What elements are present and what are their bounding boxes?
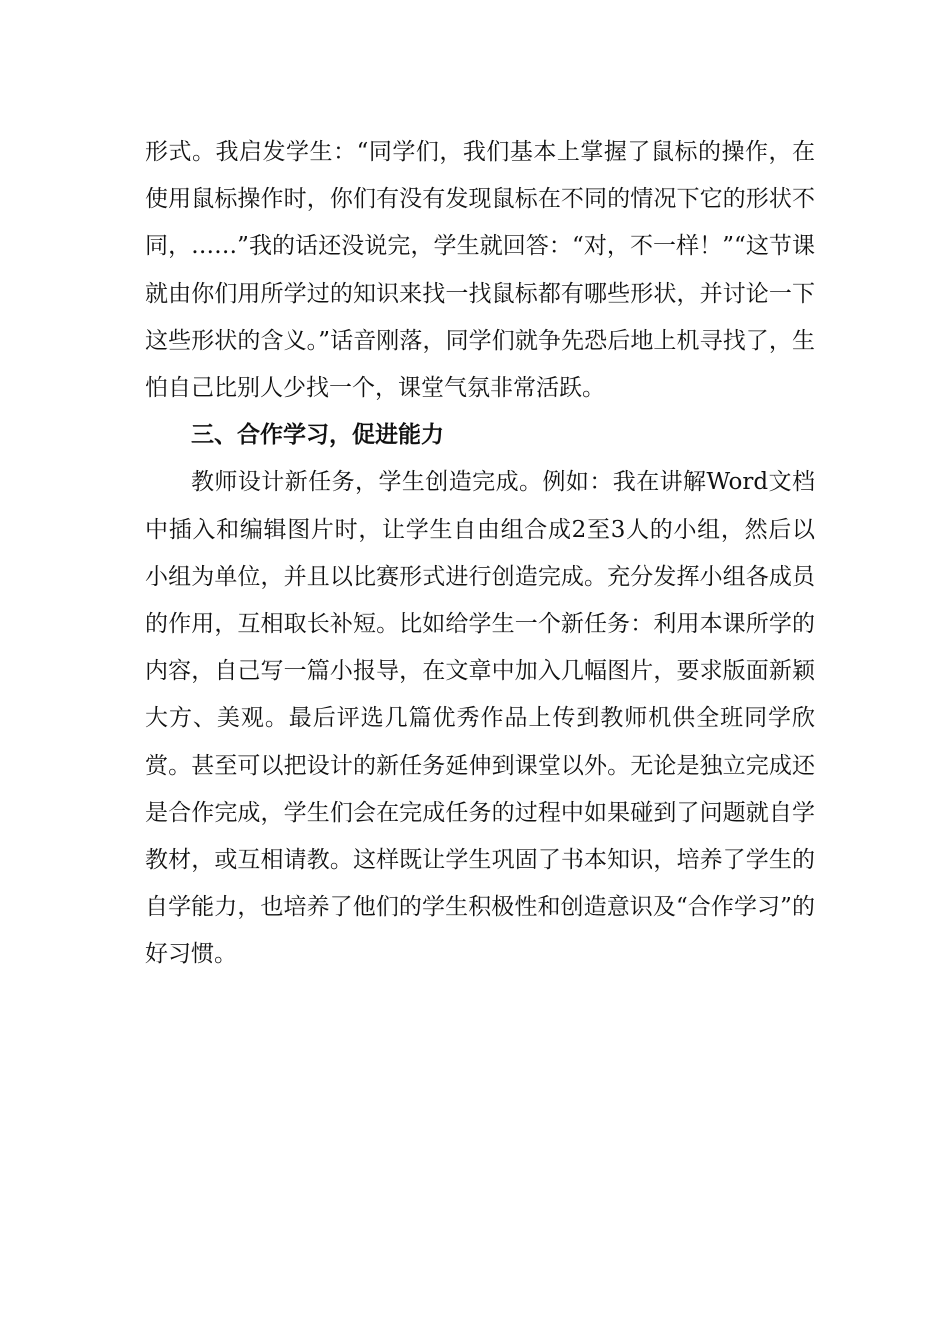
section-heading: 三、合作学习，促进能力	[191, 422, 444, 449]
paragraph-continuation: 形式。我启发学生：“同学们，我们基本上掌握了鼠标的操作，在使用鼠标操作时，你们有没有发现鼠标在不同的情况下它的形状不同，……”我的话还没说完，学生就回答：“对，不一样！”“这节课就由你们用所学过的知识来找一找鼠标都有哪些形状，并讨论一下这些形状的含义。”话音刚落，同学们就争先恐后地上机寻找了，生怕自己比别人少找一个，课堂气氛非常活跃。	[145, 139, 815, 402]
paragraph-body: 教师设计新任务，学生创造完成。例如：我在讲解Word文档中插入和编辑图片时，让学生自由组合成2至3人的小组，然后以小组为单位，并且以比赛形式进行创造完成。充分发挥小组各成员的作用，互相取长补短。比如给学生一个新任务：利用本课所学的内容，自己写一篇小报导，在文章中加入几幅图片，要求版面新颖大方、美观。最后评选几篇优秀作品上传到教师机供全班同学欣赏。甚至可以把设计的新任务延伸到课堂以外。无论是独立完成还是合作完成，学生们会在完成任务的过程中如果碰到了问题就自学教材，或互相请教。这样既让学生巩固了书本知识，培养了学生的自学能力，也培养了他们的学生积极性和创造意识及“合作学习”的好习惯。	[145, 469, 815, 968]
document-body	[145, 129, 815, 979]
